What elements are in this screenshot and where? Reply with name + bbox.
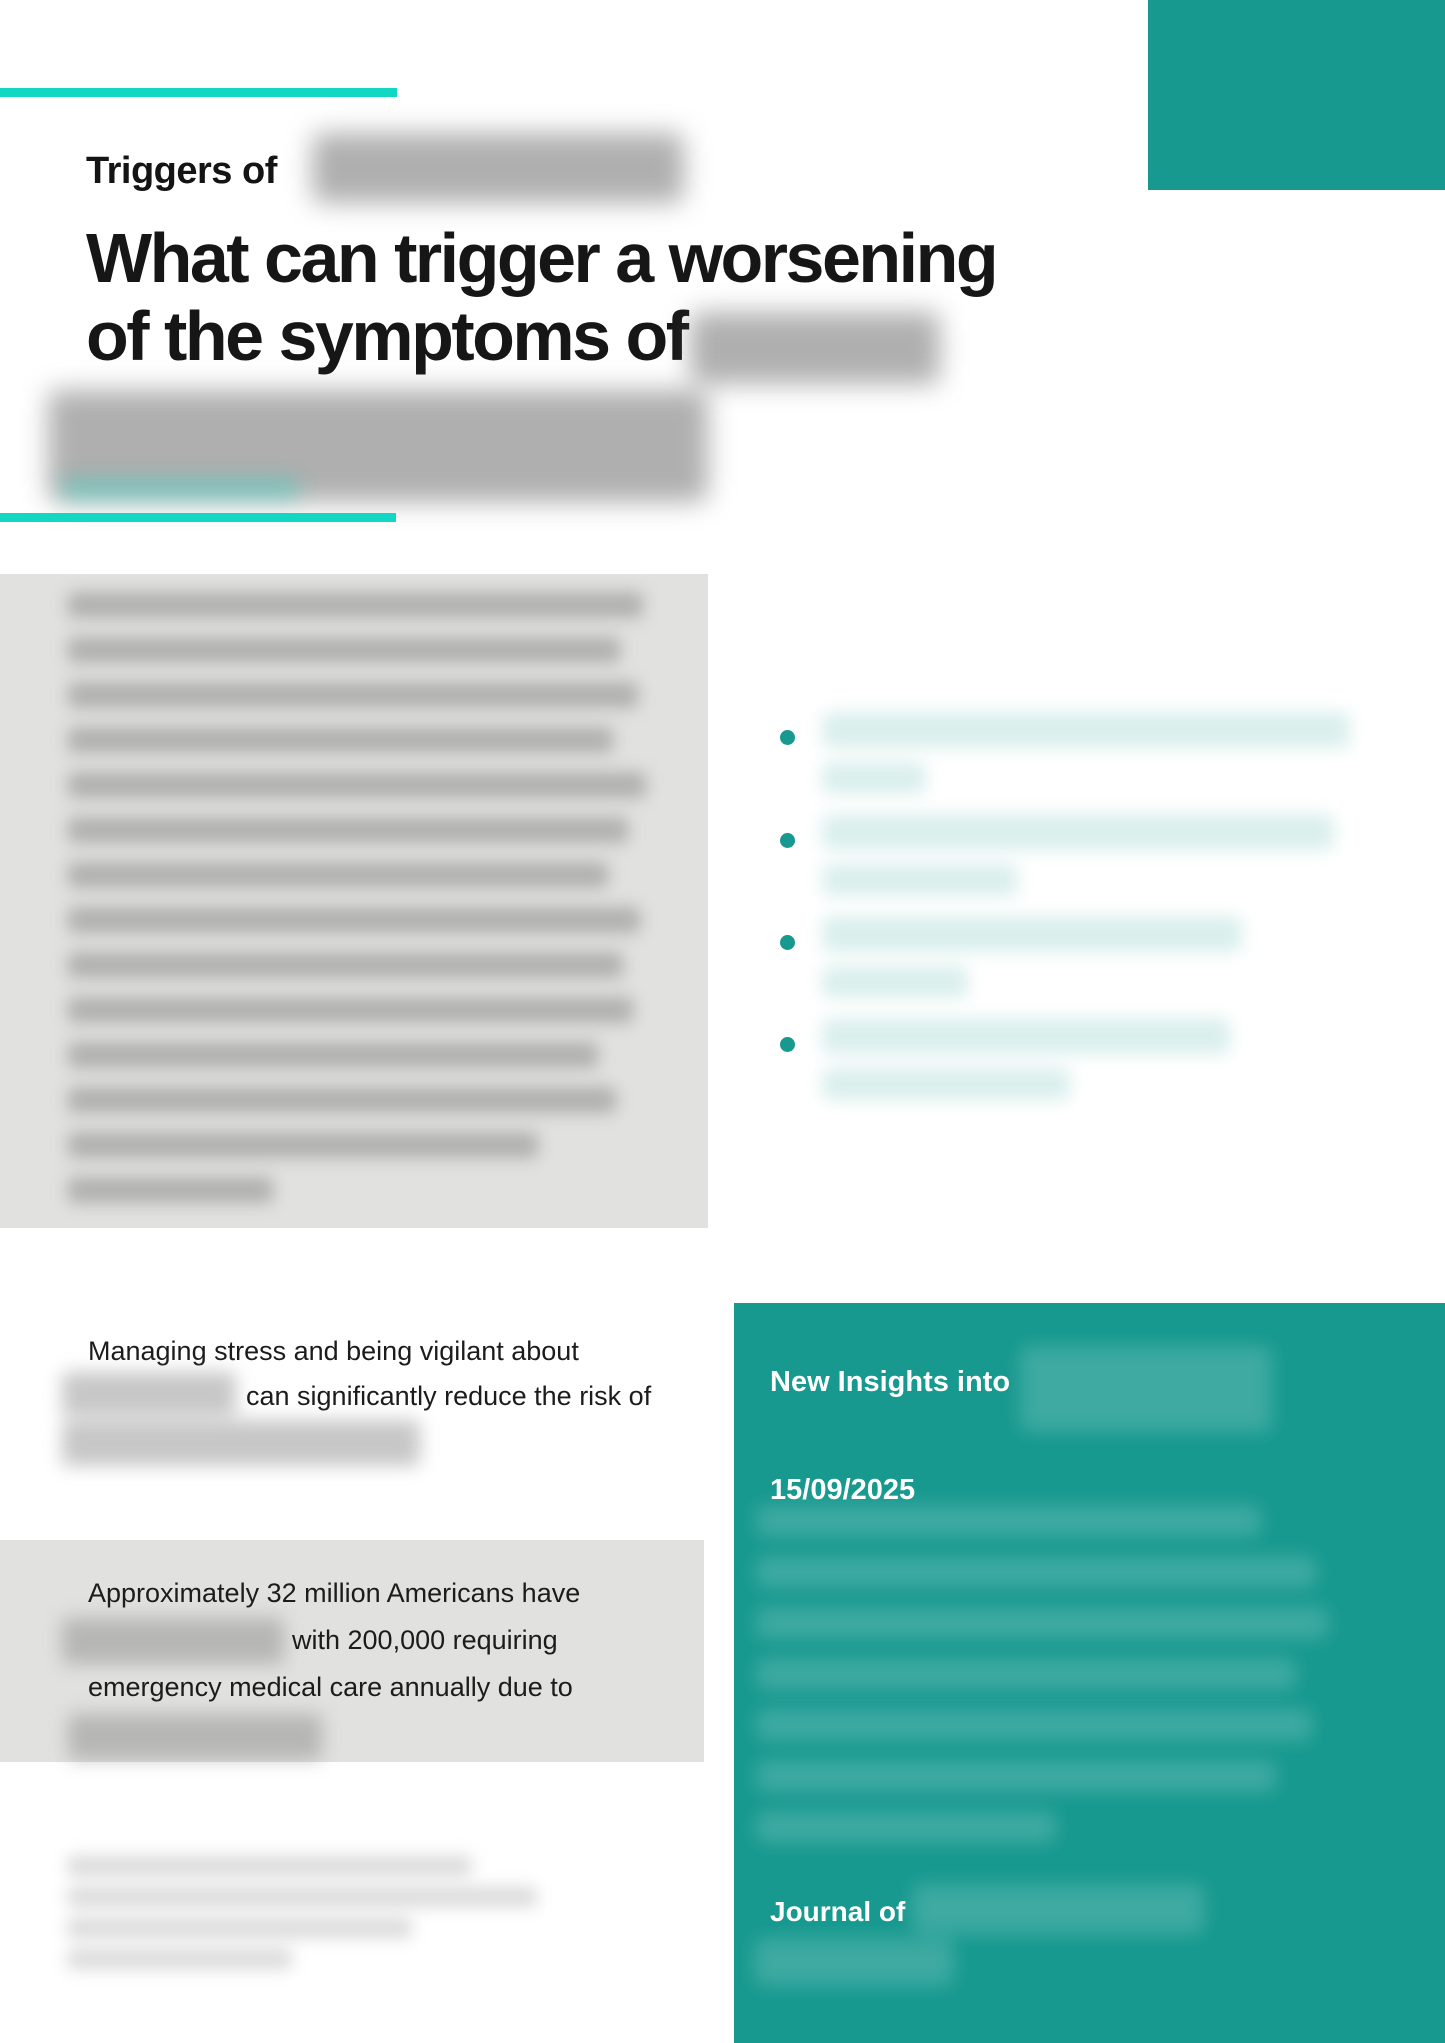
panel-journal-prefix: Journal of (770, 1896, 906, 1927)
redacted-paragraph-line (68, 1087, 616, 1113)
corner-accent-block (1148, 0, 1445, 190)
redacted-panel-paragraph-line (756, 1607, 1328, 1639)
kicker-label: Triggers of (86, 150, 277, 192)
redacted-panel-paragraph-line (756, 1811, 1056, 1843)
redacted-paragraph-line (68, 682, 638, 708)
redacted-panel-paragraph-line (756, 1505, 1261, 1537)
redacted-paragraph-line (68, 907, 640, 933)
headline-line1: What can trigger a worsening (86, 219, 997, 297)
redacted-paragraph-line (68, 997, 633, 1023)
redacted-kicker-subject (312, 133, 684, 203)
redacted-footnote-line (67, 1856, 472, 1876)
redacted-bullet-text (822, 762, 926, 794)
redacted-paragraph-line (68, 862, 608, 888)
redacted-stress-term (62, 1372, 236, 1416)
redacted-headline-underline (60, 478, 300, 500)
redacted-paragraph-line (68, 1177, 273, 1203)
intro-paragraph-box (0, 574, 708, 1228)
redacted-bullet-text (822, 1018, 1230, 1054)
redacted-paragraph-line (68, 1042, 598, 1068)
panel-date: 15/09/2025 (770, 1474, 916, 1506)
redacted-bullet-text (822, 916, 1242, 952)
redacted-journal-name-line2 (754, 1938, 954, 1986)
redacted-stress-outcome (62, 1420, 420, 1466)
bullet-dot (780, 1037, 795, 1052)
redacted-bullet-text (822, 966, 968, 998)
redacted-panel-paragraph-line (756, 1556, 1316, 1588)
redacted-panel-paragraph-line (756, 1709, 1312, 1741)
redacted-footnote-line (67, 1918, 412, 1938)
redacted-stats-cause (68, 1714, 322, 1760)
redacted-stats-term (62, 1618, 284, 1664)
accent-bar-top (0, 88, 397, 97)
redacted-bullet-text (822, 712, 1350, 748)
redacted-bullet-text (822, 864, 1018, 896)
redacted-paragraph-line (68, 952, 623, 978)
accent-bar-mid (0, 513, 396, 522)
stats-line1: Approximately 32 million Americans have (88, 1578, 581, 1608)
redacted-paragraph-line (68, 772, 646, 798)
redacted-paragraph-line (68, 817, 628, 843)
stress-note-line2: can significantly reduce the risk of (246, 1381, 652, 1411)
bullet-dot (780, 935, 795, 950)
stress-note-line1: Managing stress and being vigilant about (88, 1336, 579, 1366)
redacted-footnote-line (67, 1887, 537, 1907)
stats-line2: with 200,000 requiring (292, 1625, 558, 1655)
redacted-paragraph-line (68, 1132, 538, 1158)
redacted-footnote-line (67, 1949, 292, 1969)
redacted-bullet-text (822, 1068, 1070, 1100)
redacted-journal-name (912, 1884, 1204, 1934)
redacted-paragraph-line (68, 727, 613, 753)
redacted-headline-word (690, 312, 940, 384)
panel-title-prefix: New Insights into (770, 1366, 1011, 1398)
headline-line2: of the symptoms of (86, 297, 687, 375)
redacted-paragraph-line (68, 592, 643, 618)
bullet-dot (780, 730, 795, 745)
redacted-panel-title-subject (1020, 1346, 1272, 1432)
redacted-panel-paragraph-line (756, 1658, 1296, 1690)
redacted-paragraph-line (68, 637, 620, 663)
bullet-dot (780, 833, 795, 848)
redacted-bullet-text (822, 814, 1334, 850)
redacted-panel-paragraph-line (756, 1760, 1276, 1792)
stats-line3: emergency medical care annually due to (88, 1672, 573, 1702)
